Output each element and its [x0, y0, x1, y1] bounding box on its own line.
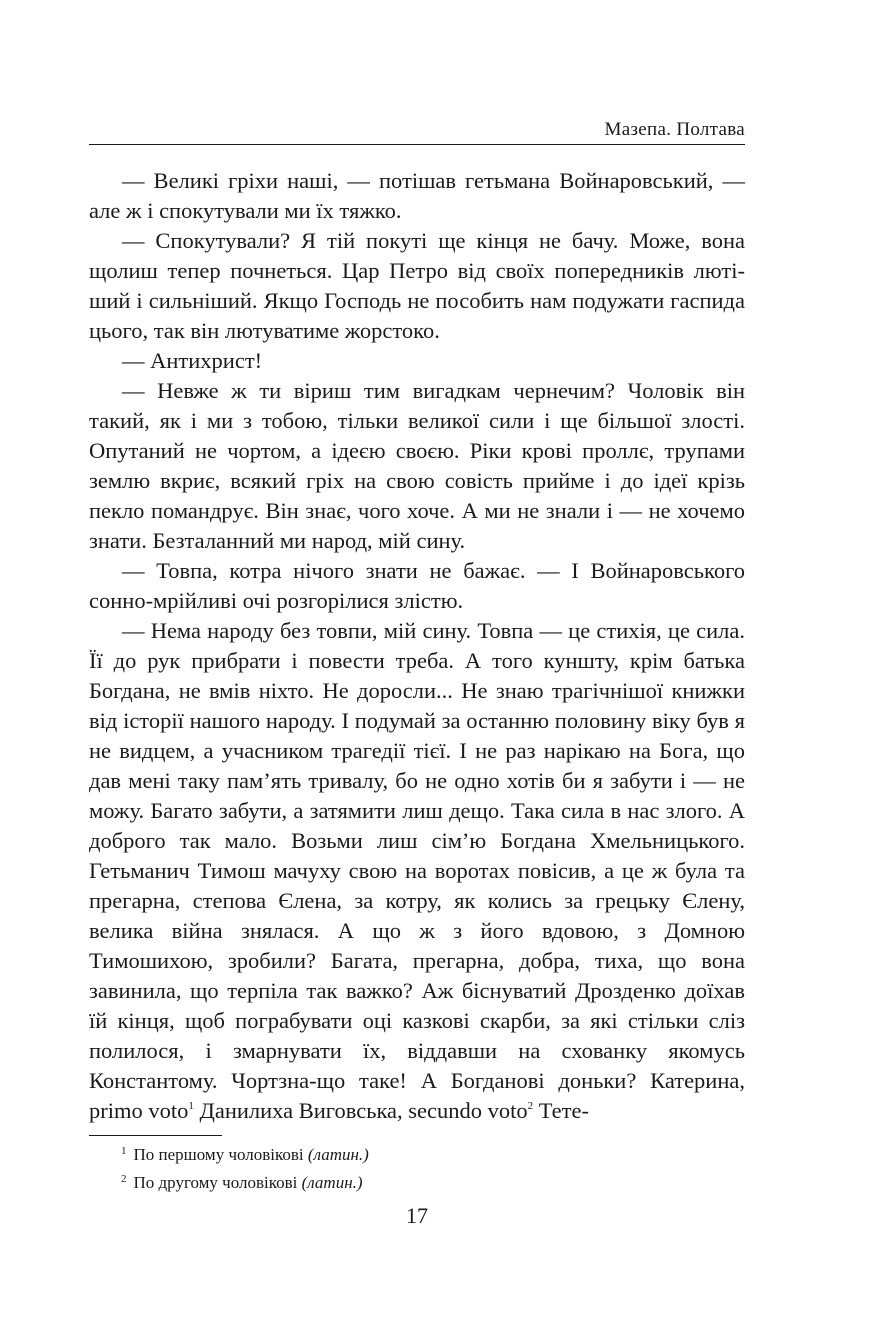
- header-rule: [89, 144, 745, 145]
- paragraph: — Великі гріхи наші, — потішав гетьмана Войнаровський, — але ж і спокутували ми їх тяжко.: [89, 168, 745, 223]
- latin-phrase: secundo voto: [408, 1098, 528, 1123]
- running-title: Мазепа. Полтава: [604, 119, 745, 140]
- paragraph: — Антихрист!: [122, 348, 263, 373]
- paragraph: [89, 616, 745, 1126]
- paragraph-text: — Нема народу без товпи, мій сину. Товпа — це стихія, це сила. Її до рук прибрати і повести треба. А того куншту, крім батька Богдана, не вмів ніхто. Не доросли... Не знаю трагічнішої книжки від історії нашого народу. І подумай за останню половину віку був я не видцем, а учасником трагедії тієї. І не раз нарікаю на Бога, що дав мені таку пам’ять тривалу, бо не одно хотів би я забути і — не можу. Багато забути, а затямити лиш дещо. Така сила в нас злого. А доброго так мало. Возьми лиш сім’ю Богдана Хмельницького. Гетьманич Тимош мачуху свою на воротах повісив, а це ж була та прегарна, степова Єлена, за котру, як колись за грецьку Єлену, велика війна знялася. А що ж з його вдовою, з Домною Тимошихою, зробили? Багата, прегарна, добра, тиха, що вона завинила, що терпіла так важко? Аж біснуватий Дрозденко доїхав їй кінця, щоб пограбувати оці казкові скарби, за які стільки сліз полилося, і змарнувати їх, віддавши на схованку якомусь Константому. Чортзна-що таке! А Богданові доньки?: [89, 618, 745, 1093]
- footnote-rule: [89, 1135, 222, 1136]
- paragraph: — Невже ж ти віриш тим вигадкам чернечим? Чоловік він такий, як і ми з тобою, тільки великої сили і ще більшої злості. Опутаний не чортом, а ідеєю своєю. Ріки крові проллє, трупами землю вкриє, всякий гріх на свою совість прийме і до ідеї крізь пекло помандрує. Він знає, чого хоче. А ми не знали і — не хочемо знати. Безталанний ми народ, мій сину.: [89, 378, 745, 553]
- footnote-ref[interactable]: 2: [527, 1100, 534, 1112]
- main-text: [89, 166, 745, 1126]
- paragraph-text: Катерина,: [650, 1068, 746, 1093]
- latin-phrase: primo voto: [89, 1098, 189, 1123]
- footnotes: [121, 1139, 721, 1195]
- paragraph: — Спокутували? Я тій покуті ще кінця не бачу. Може, вона щолиш тепер почнеться. Цар Петро від своїх попередників лютіший і сильніший. Якщо Господь не пособить нам подужати гаспида цього, так він лютуватиме жорстоко.: [89, 228, 745, 343]
- paragraph: — Товпа, котра нічого знати не бажає. — І Войнаровського сонно-мрійливі очі розгорілися злістю.: [89, 558, 745, 613]
- footnote-language: (латин.): [301, 1173, 363, 1192]
- paragraph-text: Тете-: [533, 1098, 589, 1123]
- footnote-text: По першому чоловікові: [133, 1145, 308, 1164]
- footnote: [121, 1167, 721, 1195]
- page-number: 17: [406, 1203, 428, 1228]
- footnote-language: (латин.): [307, 1145, 369, 1164]
- footnote-text: По другому чоловікові: [133, 1173, 302, 1192]
- footnote-number: 2: [121, 1173, 127, 1185]
- paragraph-text: Данилиха Виговська,: [193, 1098, 409, 1123]
- footnote: [121, 1139, 721, 1167]
- footnote-number: 1: [121, 1145, 127, 1157]
- running-header: [89, 118, 745, 142]
- footnote-ref[interactable]: 1: [188, 1100, 194, 1112]
